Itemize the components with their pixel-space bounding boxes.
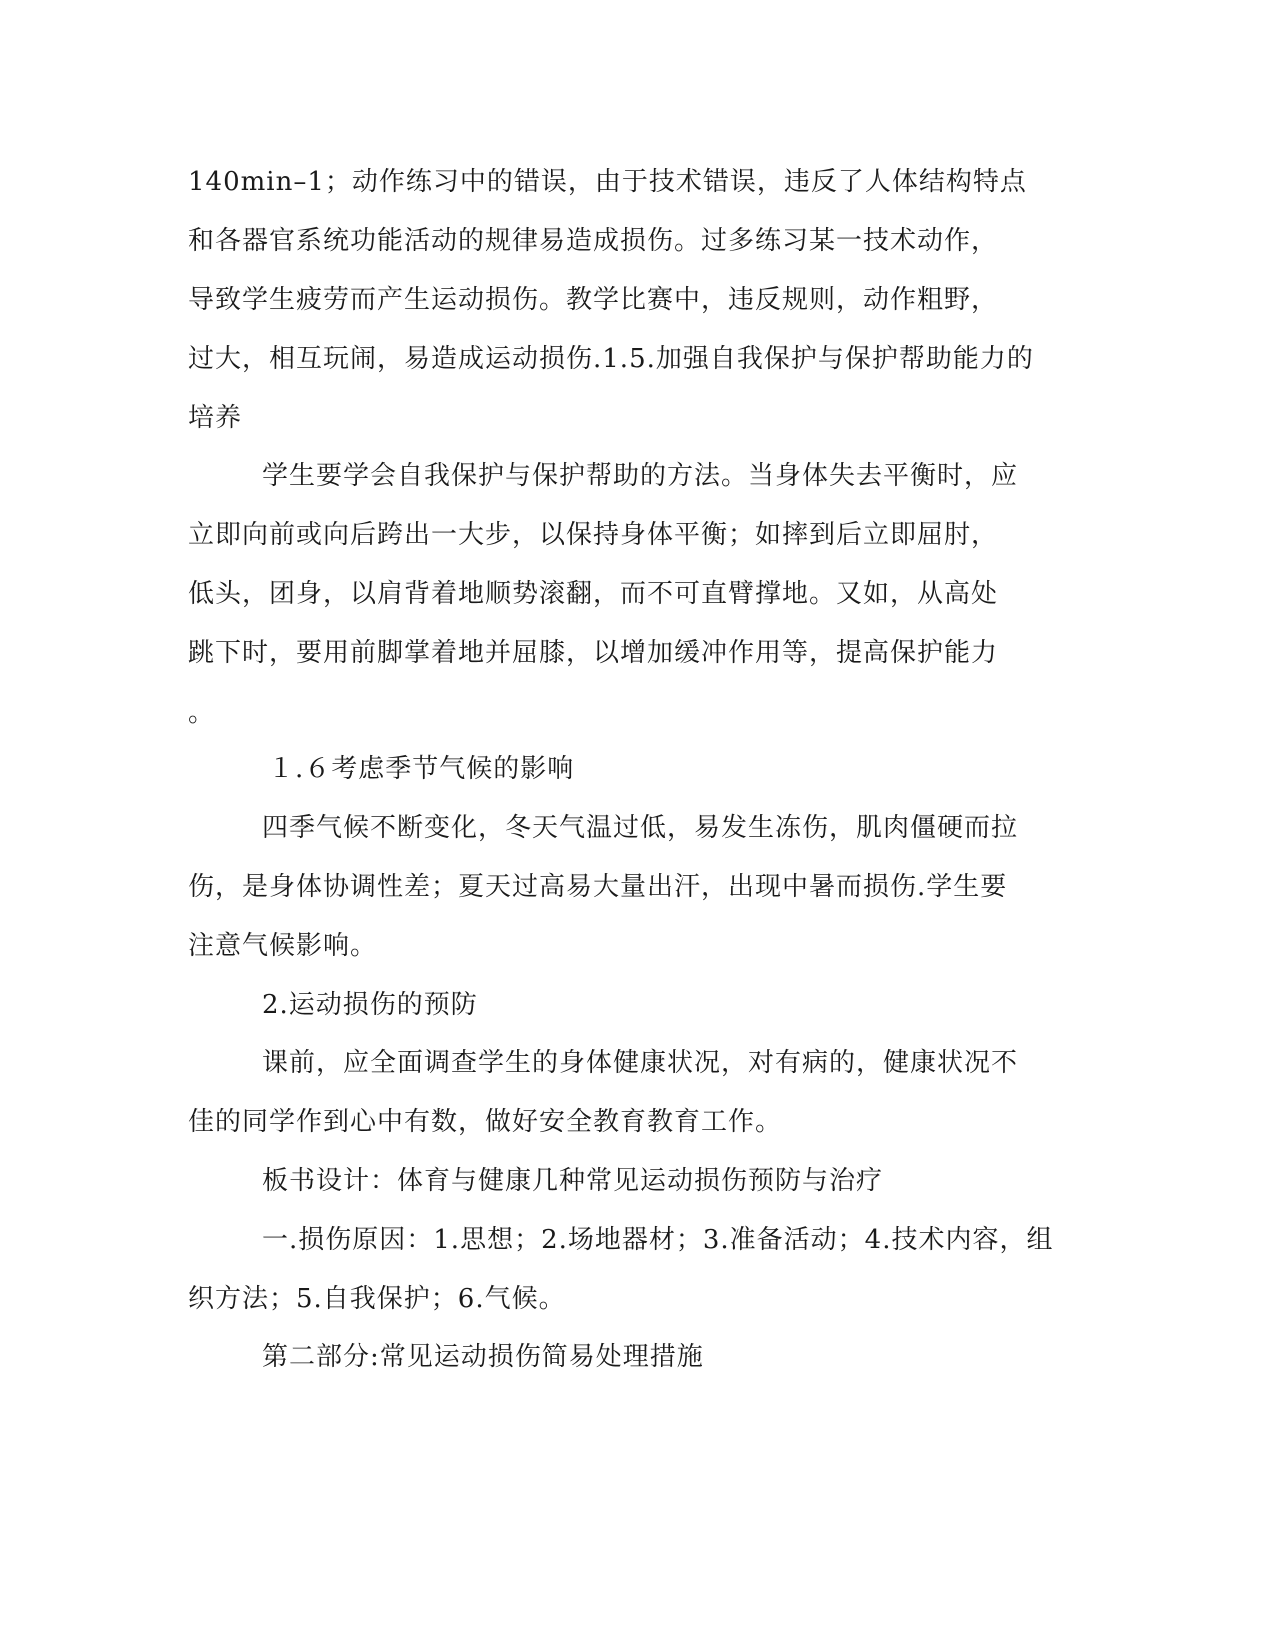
paragraph-first-line: 四季气候不断变化，冬天气温过低，易发生冻伤，肌肉僵硬而拉 <box>262 813 1019 843</box>
text-line: 和各器官系统功能活动的规律易造成损伤。过多练习某一技术动作， <box>188 226 999 256</box>
text-line: 。 <box>188 698 216 728</box>
paragraph-first-line: 学生要学会自我保护与保护帮助的方法。当身体失去平衡时，应 <box>262 461 1019 491</box>
section-heading: 第二部分:常见运动损伤简易处理措施 <box>262 1342 704 1372</box>
text-line: 立即向前或向后跨出一大步，以保持身体平衡；如摔到后立即屈肘， <box>188 520 999 550</box>
board-design-line: 板书设计：体育与健康几种常见运动损伤预防与治疗 <box>262 1166 884 1196</box>
paragraph-first-line: 一.损伤原因：1.思想；2.场地器材；3.准备活动；4.技术内容，组 <box>262 1225 1054 1255</box>
text-line: 织方法；5.自我保护；6.气候。 <box>188 1284 566 1314</box>
section-heading: １.６考虑季节气候的影响 <box>268 754 575 784</box>
text-line: 跳下时，要用前脚掌着地并屈膝，以增加缓冲作用等，提高保护能力 <box>188 638 999 668</box>
section-heading: 2.运动损伤的预防 <box>262 990 478 1020</box>
paragraph-first-line: 课前，应全面调查学生的身体健康状况，对有病的，健康状况不 <box>262 1048 1019 1078</box>
text-line: 低头，团身，以肩背着地顺势滚翻，而不可直臂撑地。又如，从高处 <box>188 579 999 609</box>
text-line: 注意气候影响。 <box>188 931 378 961</box>
text-line: 培养 <box>188 403 243 433</box>
text-line: 过大，相互玩闹，易造成运动损伤.1.5.加强自我保护与保护帮助能力的 <box>188 344 1034 374</box>
text-line: 140min–1；动作练习中的错误，由于技术错误，违反了人体结构特点 <box>188 167 1027 197</box>
text-line: 佳的同学作到心中有数，做好安全教育教育工作。 <box>188 1107 783 1137</box>
text-line: 伤，是身体协调性差；夏天过高易大量出汗，出现中暑而损伤.学生要 <box>188 872 1008 902</box>
text-line: 导致学生疲劳而产生运动损伤。教学比赛中，违反规则，动作粗野， <box>188 285 999 315</box>
